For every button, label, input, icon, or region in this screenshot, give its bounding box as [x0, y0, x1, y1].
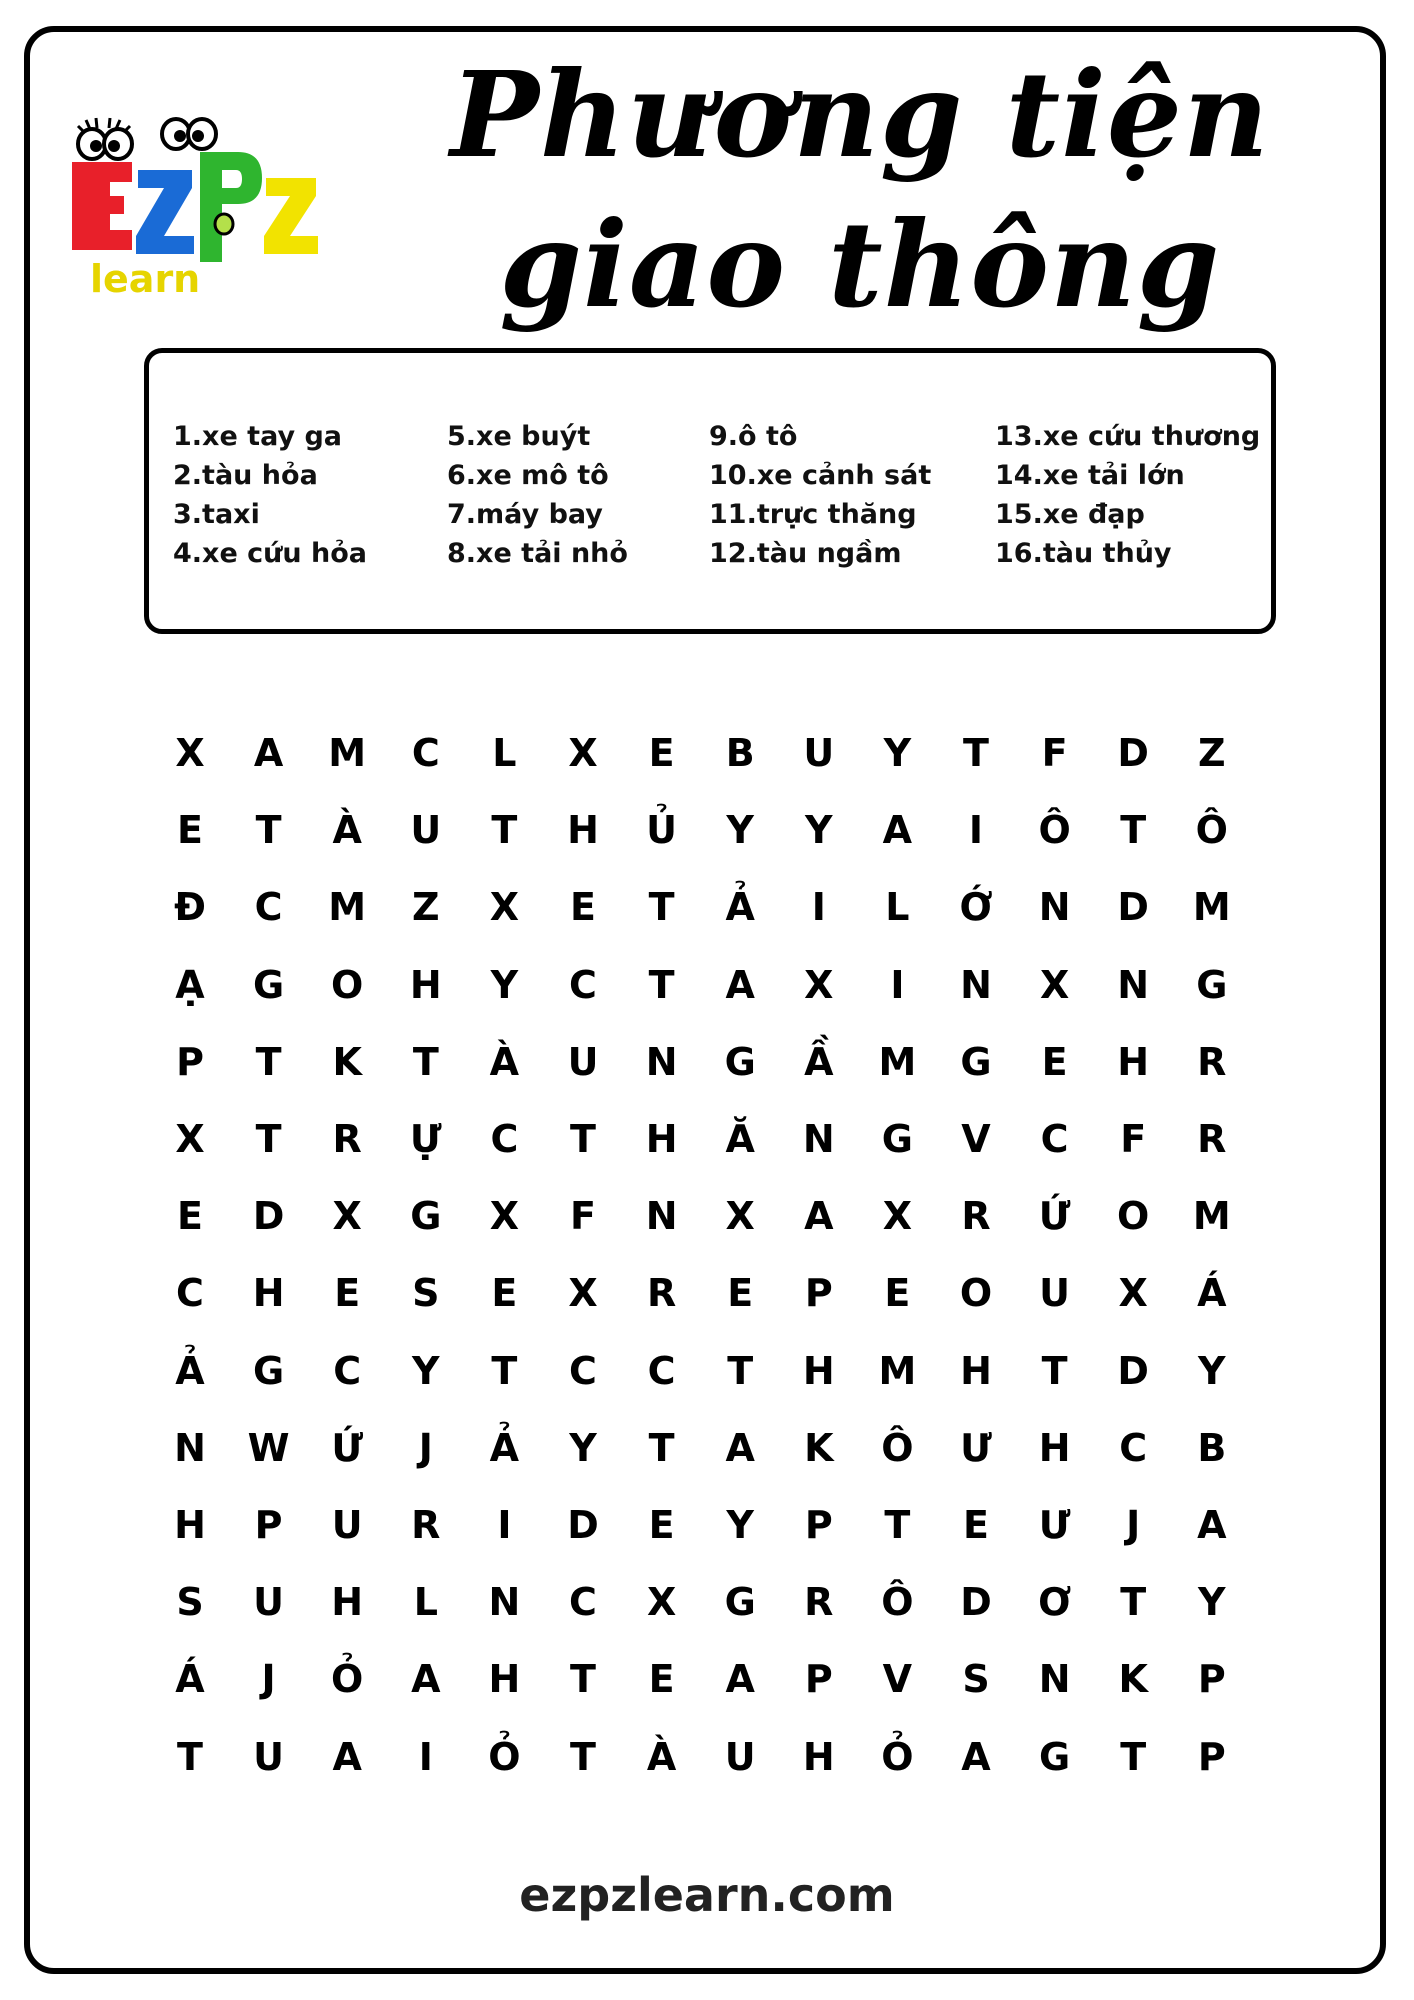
grid-cell[interactable]: H — [252, 1271, 285, 1316]
grid-cell[interactable]: C — [1040, 1117, 1069, 1161]
grid-cell[interactable]: I — [890, 962, 905, 1007]
grid-cell[interactable]: T — [570, 1657, 596, 1702]
grid-cell[interactable]: C — [569, 962, 597, 1007]
grid-cell[interactable]: E — [177, 1194, 203, 1239]
grid-cell[interactable]: P — [254, 1503, 283, 1547]
grid-cell[interactable]: E — [491, 1271, 518, 1316]
grid-cell[interactable]: T — [491, 808, 518, 853]
word-item: 11.trực thăng — [709, 499, 917, 530]
grid-cell[interactable]: T — [648, 1425, 675, 1470]
word-item: 2.tàu hỏa — [173, 460, 318, 491]
grid-cell[interactable]: E — [570, 885, 596, 930]
grid-cell[interactable]: D — [567, 1503, 599, 1547]
grid-cell[interactable]: U — [410, 808, 442, 853]
grid-cell[interactable]: L — [413, 1580, 438, 1625]
grid-cell[interactable]: C — [569, 1348, 597, 1393]
grid-cell[interactable]: Ư — [960, 1425, 992, 1470]
grid-cell[interactable]: G — [1196, 962, 1228, 1007]
grid-cell[interactable]: X — [489, 1194, 520, 1239]
grid-cell[interactable]: G — [724, 1580, 756, 1625]
grid-cell[interactable]: X — [646, 1580, 677, 1625]
grid-cell[interactable]: N — [1038, 885, 1071, 930]
grid-cell[interactable]: N — [645, 1039, 678, 1084]
grid-cell[interactable]: E — [727, 1271, 754, 1316]
word-item: 4.xe cứu hỏa — [173, 538, 368, 569]
grid-cell[interactable]: Y — [490, 962, 519, 1007]
grid-cell[interactable]: N — [802, 1117, 835, 1161]
grid-cell[interactable]: G — [960, 1039, 992, 1084]
grid-cell[interactable]: Y — [726, 1503, 754, 1547]
grid-cell[interactable]: S — [176, 1580, 204, 1625]
grid-cell[interactable]: À — [646, 1734, 677, 1779]
grid-cell[interactable]: N — [960, 962, 992, 1007]
grid-cell[interactable]: X — [175, 1117, 205, 1161]
page-title — [420, 40, 1300, 340]
word-item: 10.xe cảnh sát — [709, 460, 932, 491]
grid-cell[interactable]: C — [176, 1271, 204, 1316]
grid-cell[interactable]: H — [567, 808, 599, 853]
grid-cell[interactable]: M — [1192, 885, 1231, 930]
grid-cell[interactable]: H — [802, 1348, 835, 1393]
grid-cell[interactable]: Ủ — [646, 808, 678, 853]
grid-cell[interactable]: R — [411, 1503, 441, 1547]
grid-cell[interactable]: Ớ — [959, 885, 993, 930]
grid-cell[interactable]: G — [410, 1194, 442, 1239]
grid-cell[interactable]: X — [568, 731, 598, 775]
grid-cell[interactable]: X — [175, 731, 205, 775]
grid-cell[interactable]: W — [247, 1425, 290, 1470]
grid-cell[interactable]: N — [174, 1425, 206, 1470]
grid-cell[interactable]: A — [804, 1194, 834, 1239]
grid-cell[interactable]: B — [725, 731, 755, 775]
grid-cell[interactable]: F — [570, 1194, 596, 1239]
grid-cell[interactable]: C — [1119, 1425, 1148, 1470]
grid-cell[interactable]: F — [1120, 1117, 1147, 1161]
grid-cell[interactable]: X — [804, 962, 834, 1007]
grid-cell[interactable]: K — [1118, 1657, 1148, 1702]
grid-cell[interactable]: À — [332, 808, 362, 853]
grid-cell[interactable]: R — [961, 1194, 991, 1239]
grid-cell[interactable]: Ả — [725, 885, 755, 930]
word-list-box — [144, 348, 1276, 634]
grid-cell[interactable]: M — [878, 1039, 917, 1084]
word-search-grid — [160, 718, 1260, 1778]
grid-cell[interactable]: Ự — [409, 1117, 442, 1161]
grid-cell[interactable]: X — [882, 1194, 913, 1239]
grid-cell[interactable]: Ứ — [331, 1425, 364, 1470]
grid-cell[interactable]: I — [968, 808, 984, 853]
grid-cell[interactable]: D — [960, 1580, 992, 1625]
grid-cell[interactable]: M — [878, 1348, 917, 1393]
grid-cell[interactable]: Đ — [174, 885, 206, 930]
grid-cell[interactable]: Ỏ — [488, 1734, 521, 1779]
grid-cell[interactable]: R — [804, 1580, 834, 1625]
grid-cell[interactable]: J — [1126, 1503, 1141, 1547]
grid-cell[interactable]: E — [177, 808, 203, 853]
grid-cell[interactable]: R — [1197, 1117, 1227, 1161]
grid-cell[interactable]: Á — [1197, 1271, 1227, 1316]
grid-cell[interactable]: E — [648, 1503, 675, 1547]
footer-url: ezpzlearn.com — [519, 1868, 895, 1922]
grid-cell[interactable]: L — [492, 731, 517, 775]
grid-cell[interactable]: C — [569, 1580, 597, 1625]
grid-cell[interactable]: R — [332, 1117, 362, 1161]
grid-cell[interactable]: E — [648, 731, 675, 775]
grid-cell[interactable]: P — [804, 1503, 833, 1547]
grid-cell[interactable]: À — [489, 1039, 520, 1084]
grid-cell[interactable]: N — [1038, 1657, 1071, 1702]
grid-cell[interactable]: T — [884, 1503, 911, 1547]
word-item: 5.xe buýt — [447, 421, 591, 452]
grid-cell[interactable]: A — [1197, 1503, 1227, 1547]
word-item: 1.xe tay ga — [173, 421, 343, 452]
word-item: 12.tàu ngầm — [709, 538, 902, 569]
grid-cell[interactable]: F — [1041, 731, 1068, 775]
grid-cell[interactable]: H — [960, 1348, 992, 1393]
grid-cell[interactable]: Ư — [1038, 1503, 1071, 1547]
word-column-2 — [447, 417, 628, 573]
grid-cell[interactable]: H — [1117, 1039, 1150, 1084]
grid-cell[interactable]: B — [1197, 1425, 1227, 1470]
grid-cell[interactable]: Ỏ — [331, 1657, 364, 1702]
grid-cell[interactable]: Z — [1198, 731, 1226, 775]
grid-cell[interactable]: Ơ — [1037, 1580, 1072, 1625]
grid-cell[interactable]: M — [1192, 1194, 1231, 1239]
grid-cell[interactable]: P — [804, 1657, 833, 1702]
grid-cell[interactable]: Ả — [489, 1425, 520, 1470]
grid-cell[interactable]: H — [645, 1117, 678, 1161]
grid-cell[interactable]: Ô — [881, 1580, 914, 1625]
grid-cell[interactable]: V — [882, 1657, 913, 1702]
word-item: 16.tàu thủy — [995, 538, 1172, 569]
grid-cell[interactable]: Y — [569, 1425, 597, 1470]
grid-cell[interactable]: Ầ — [804, 1039, 834, 1084]
logo-learn-text: learn — [90, 257, 201, 301]
grid-cell[interactable]: Z — [412, 885, 440, 930]
grid-cell[interactable]: T — [1041, 1348, 1068, 1393]
grid-cell[interactable]: J — [418, 1425, 433, 1470]
grid-cell[interactable]: P — [1197, 1734, 1226, 1779]
title-line-1: Phương tiện — [450, 45, 1270, 184]
grid-cell[interactable]: P — [804, 1271, 833, 1316]
grid-cell[interactable]: K — [332, 1039, 362, 1084]
grid-cell[interactable]: H — [488, 1657, 521, 1702]
grid-cell[interactable]: U — [724, 1734, 756, 1779]
grid-cell[interactable]: G — [881, 1117, 913, 1161]
grid-cell[interactable]: N — [488, 1580, 521, 1625]
grid-cell[interactable]: K — [804, 1425, 834, 1470]
grid-cell[interactable]: H — [802, 1734, 835, 1779]
grid-cell[interactable]: Y — [805, 808, 833, 853]
grid-cell[interactable]: H — [1038, 1425, 1071, 1470]
grid-cell[interactable]: T — [1120, 1734, 1147, 1779]
grid-cell[interactable]: P — [176, 1039, 204, 1084]
grid-cell[interactable]: T — [255, 808, 282, 853]
grid-cell[interactable]: E — [884, 1271, 911, 1316]
title-line-2: giao thông — [499, 195, 1221, 334]
grid-cell[interactable]: X — [725, 1194, 755, 1239]
grid-cell[interactable]: D — [1117, 1348, 1149, 1393]
grid-cell[interactable]: Ă — [725, 1117, 755, 1161]
grid-cell[interactable]: E — [334, 1271, 361, 1316]
grid-cell[interactable]: O — [331, 962, 364, 1007]
grid-cell[interactable]: T — [255, 1117, 282, 1161]
grid-cell[interactable]: L — [885, 885, 910, 930]
grid-cell[interactable]: T — [177, 1734, 203, 1779]
grid-cell[interactable]: T — [1120, 808, 1147, 853]
grid-cell[interactable]: C — [254, 885, 283, 930]
grid-cell[interactable]: G — [1038, 1734, 1071, 1779]
word-item: 6.xe mô tô — [447, 460, 609, 491]
grid-cell[interactable]: A — [411, 1657, 441, 1702]
grid-cell[interactable]: C — [490, 1117, 519, 1161]
grid-cell[interactable]: X — [1039, 962, 1070, 1007]
word-item: 8.xe tải nhỏ — [447, 538, 628, 569]
grid-cell[interactable]: H — [409, 962, 442, 1007]
grid-cell[interactable]: D — [1117, 731, 1149, 775]
word-item: 13.xe cứu thương — [995, 421, 1261, 452]
grid-cell[interactable]: T — [412, 1039, 439, 1084]
grid-cell[interactable]: Y — [1198, 1348, 1226, 1393]
grid-cell[interactable]: T — [648, 885, 675, 930]
grid-cell[interactable]: T — [963, 731, 989, 775]
grid-cell[interactable]: T — [1120, 1580, 1147, 1625]
grid-cell[interactable]: V — [961, 1117, 991, 1161]
grid-cell[interactable]: N — [1117, 962, 1150, 1007]
grid-cell[interactable]: P — [1197, 1657, 1226, 1702]
grid-cell[interactable]: S — [412, 1271, 440, 1316]
grid-cell[interactable]: Ứ — [1038, 1194, 1071, 1239]
grid-cell[interactable]: U — [253, 1734, 285, 1779]
grid-cell[interactable]: A — [882, 808, 913, 853]
word-item: 7.máy bay — [447, 499, 603, 530]
grid-cell[interactable]: D — [252, 1194, 285, 1239]
grid-cell[interactable]: O — [959, 1271, 993, 1316]
grid-cell[interactable]: I — [497, 1503, 512, 1547]
grid-cell[interactable]: N — [645, 1194, 678, 1239]
grid-cell[interactable]: M — [328, 731, 367, 775]
grid-cell[interactable]: A — [725, 962, 755, 1007]
grid-cell[interactable]: H — [174, 1503, 206, 1547]
grid-cell[interactable]: Y — [883, 731, 912, 775]
word-item: 3.taxi — [173, 499, 260, 530]
grid-cell[interactable]: Y — [1198, 1580, 1226, 1625]
grid-cell[interactable]: G — [252, 1348, 285, 1393]
grid-cell[interactable]: D — [1117, 885, 1149, 930]
grid-cell[interactable]: H — [331, 1580, 364, 1625]
grid-cell[interactable]: A — [725, 1657, 755, 1702]
grid-cell[interactable]: J — [261, 1657, 276, 1702]
grid-cell[interactable]: Ả — [175, 1348, 205, 1393]
grid-cell[interactable]: R — [1197, 1039, 1227, 1084]
grid-cell[interactable]: U — [331, 1503, 363, 1547]
grid-cell[interactable]: Ô — [1038, 808, 1071, 853]
grid-cell[interactable]: S — [962, 1657, 990, 1702]
grid-cell[interactable]: E — [1041, 1039, 1068, 1084]
grid-cell[interactable]: G — [252, 962, 285, 1007]
ezpz-logo — [66, 112, 326, 302]
grid-cell[interactable]: E — [648, 1657, 675, 1702]
grid-cell[interactable]: Ô — [881, 1425, 914, 1470]
grid-cell[interactable]: Ạ — [175, 962, 205, 1007]
grid-cell[interactable]: Y — [412, 1348, 440, 1393]
grid-cell[interactable]: I — [418, 1734, 433, 1779]
grid-cell[interactable]: T — [491, 1348, 518, 1393]
grid-cell[interactable]: T — [648, 962, 675, 1007]
grid-cell[interactable]: I — [811, 885, 826, 930]
logo-eyes-right — [162, 119, 216, 149]
grid-cell[interactable]: G — [724, 1039, 756, 1084]
word-column-3 — [709, 417, 931, 573]
grid-cell[interactable]: O — [1117, 1194, 1150, 1239]
grid-cell[interactable]: C — [411, 731, 440, 775]
word-item: 15.xe đạp — [995, 499, 1145, 530]
grid-cell[interactable]: X — [332, 1194, 362, 1239]
grid-cell[interactable]: E — [963, 1503, 989, 1547]
grid-cell[interactable]: Y — [726, 808, 754, 853]
grid-cell[interactable]: R — [646, 1271, 677, 1316]
grid-cell[interactable]: Á — [175, 1657, 205, 1702]
grid-cell[interactable]: C — [647, 1348, 676, 1393]
grid-cell[interactable]: Ô — [1195, 808, 1228, 853]
grid-cell[interactable]: A — [253, 731, 284, 775]
word-column-4 — [995, 417, 1260, 573]
grid-cell[interactable]: U — [567, 1039, 599, 1084]
grid-cell[interactable]: T — [255, 1039, 282, 1084]
grid-cell[interactable]: U — [253, 1580, 285, 1625]
grid-cell[interactable]: U — [803, 731, 835, 775]
grid-cell[interactable]: M — [328, 885, 367, 930]
grid-cell[interactable]: A — [725, 1425, 755, 1470]
grid-cell[interactable]: Ỏ — [881, 1734, 914, 1779]
word-item: 9.ô tô — [709, 421, 798, 452]
grid-cell[interactable]: U — [1039, 1271, 1071, 1316]
logo-eyes-left — [78, 118, 132, 159]
grid-cell[interactable]: X — [489, 885, 520, 930]
grid-cell[interactable]: T — [570, 1117, 596, 1161]
grid-cell[interactable]: T — [570, 1734, 596, 1779]
grid-cell[interactable]: C — [333, 1348, 362, 1393]
word-column-1 — [173, 417, 367, 573]
grid-cell[interactable]: A — [332, 1734, 362, 1779]
word-item: 14.xe tải lớn — [995, 460, 1185, 491]
grid-cell[interactable]: T — [727, 1348, 754, 1393]
grid-cell[interactable]: X — [568, 1271, 598, 1316]
grid-cell[interactable]: X — [1118, 1271, 1148, 1316]
grid-cell[interactable]: A — [961, 1734, 991, 1779]
